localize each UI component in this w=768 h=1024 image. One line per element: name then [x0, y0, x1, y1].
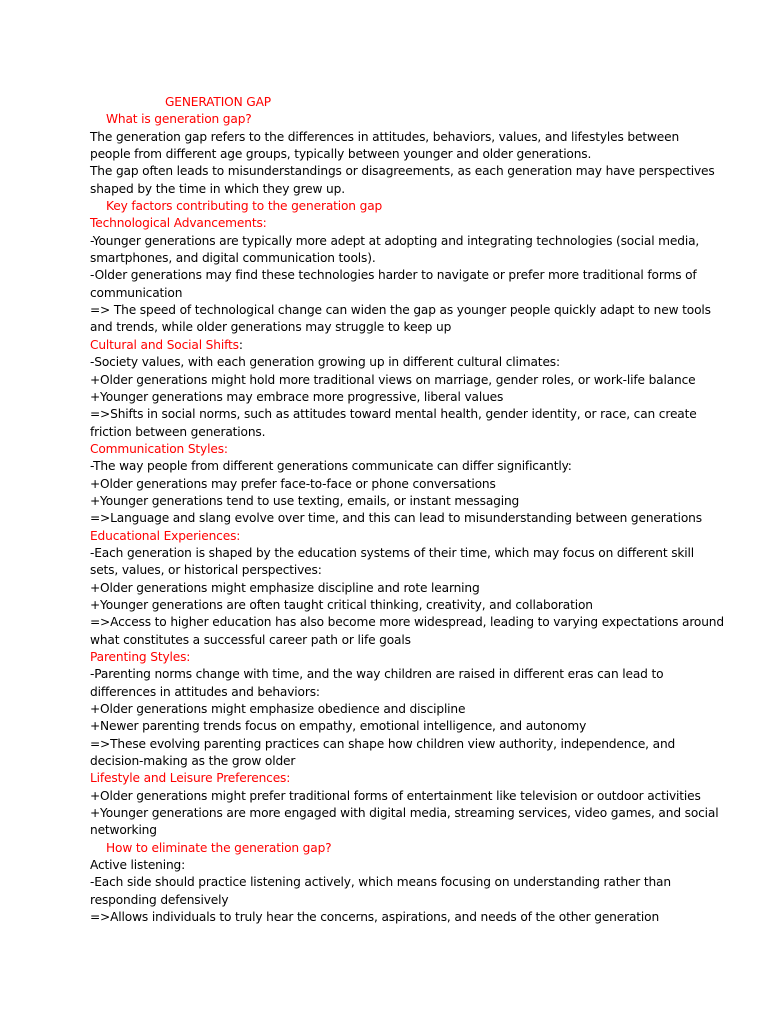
body-text-line: -Each side should practice listening actively, which means focusing on understanding rather than	[90, 875, 671, 890]
body-text-line: =>These evolving parenting practices can shape how children view authority, independence, and	[90, 736, 676, 751]
body-text-line: responding defensively	[90, 892, 229, 907]
body-text-line: shaped by the time in which they grew up.	[90, 181, 345, 196]
section-question: Key factors contributing to the generation gap	[106, 199, 383, 214]
body-text-line: => The speed of technological change can widen the gap as younger people quickly adapt to new tools	[90, 303, 711, 318]
body-text-line: =>Shifts in social norms, such as attitudes toward mental health, gender identity, or race, can create	[90, 407, 697, 422]
body-text-line: sets, values, or historical perspectives:	[90, 563, 322, 578]
body-text-line: -Society values, with each generation growing up in different cultural climates:	[90, 355, 560, 370]
body-text-line: +Older generations may prefer face-to-face or phone conversations	[90, 476, 496, 491]
document-body	[90, 94, 724, 927]
body-text-line: and trends, while older generations may struggle to keep up	[90, 320, 452, 335]
body-text-line: communication	[90, 285, 183, 300]
section-heading	[90, 337, 708, 354]
body-text-line: networking	[90, 823, 157, 838]
section-heading: Communication Styles:	[90, 441, 228, 456]
body-text-line: -Parenting norms change with time, and the way children are raised in different eras can lead to	[90, 667, 664, 682]
body-text-line: +Younger generations are more engaged with digital media, streaming services, video games, and social	[90, 806, 719, 821]
body-text-line: -Each generation is shaped by the education systems of their time, which may focus on different skill	[90, 545, 695, 560]
body-text-line: The generation gap refers to the differences in attitudes, behaviors, values, and lifestyles between	[90, 129, 680, 144]
body-text-line: +Older generations might emphasize obedience and discipline	[90, 702, 466, 717]
section-heading: Educational Experiences:	[90, 528, 241, 543]
body-text-line: +Younger generations are often taught critical thinking, creativity, and collaboration	[90, 597, 593, 612]
section-heading: Parenting Styles:	[90, 650, 191, 664]
body-text-line: +Older generations might hold more traditional views on marriage, gender roles, or work-life balance	[90, 372, 696, 387]
section-question: What is generation gap?	[106, 112, 252, 127]
body-text-line: -The way people from different generations communicate can differ significantly:	[90, 459, 572, 474]
body-text-line: +Younger generations may embrace more progressive, liberal values	[90, 389, 504, 404]
body-text-line: +Older generations might prefer traditional forms of entertainment like television or outdoor activities	[90, 788, 701, 803]
document-title: GENERATION GAP	[165, 95, 271, 109]
section-question: How to eliminate the generation gap?	[106, 840, 332, 855]
body-text-line: decision-making as the grow older	[90, 754, 296, 769]
section-heading: Technological Advancements:	[90, 216, 267, 231]
body-text-line: +Younger generations tend to use texting, emails, or instant messaging	[90, 493, 520, 508]
section-heading-colon: :	[238, 337, 243, 352]
body-text-line: The gap often leads to misunderstandings or disagreements, as each generation may have perspectives	[90, 164, 715, 179]
body-text-line: -Older generations may find these technologies harder to navigate or prefer more traditional forms of	[90, 268, 697, 283]
body-text-line: +Newer parenting trends focus on empathy, emotional intelligence, and autonomy	[90, 719, 587, 734]
body-text-line: what constitutes a successful career path or life goals	[90, 632, 411, 647]
section-heading: Lifestyle and Leisure Preferences:	[90, 771, 291, 786]
body-text-line: =>Allows individuals to truly hear the concerns, aspirations, and needs of the other generation	[90, 910, 660, 925]
body-text-line: friction between generations.	[90, 424, 266, 439]
section-heading-text: Cultural and Social Shifts	[90, 337, 239, 352]
body-text-line: =>Language and slang evolve over time, and this can lead to misunderstanding between generations	[90, 511, 702, 526]
body-text-line: =>Access to higher education has also become more widespread, leading to varying expectations around	[90, 615, 724, 630]
body-text-line: smartphones, and digital communication tools).	[90, 251, 376, 266]
body-text-line: differences in attitudes and behaviors:	[90, 684, 320, 699]
body-text-line: people from different age groups, typically between younger and older generations.	[90, 147, 592, 162]
body-text-line: -Younger generations are typically more adept at adopting and integrating technologies (social media,	[90, 233, 700, 248]
body-text-line: +Older generations might emphasize discipline and rote learning	[90, 580, 480, 595]
body-text-line: Active listening:	[90, 858, 186, 873]
